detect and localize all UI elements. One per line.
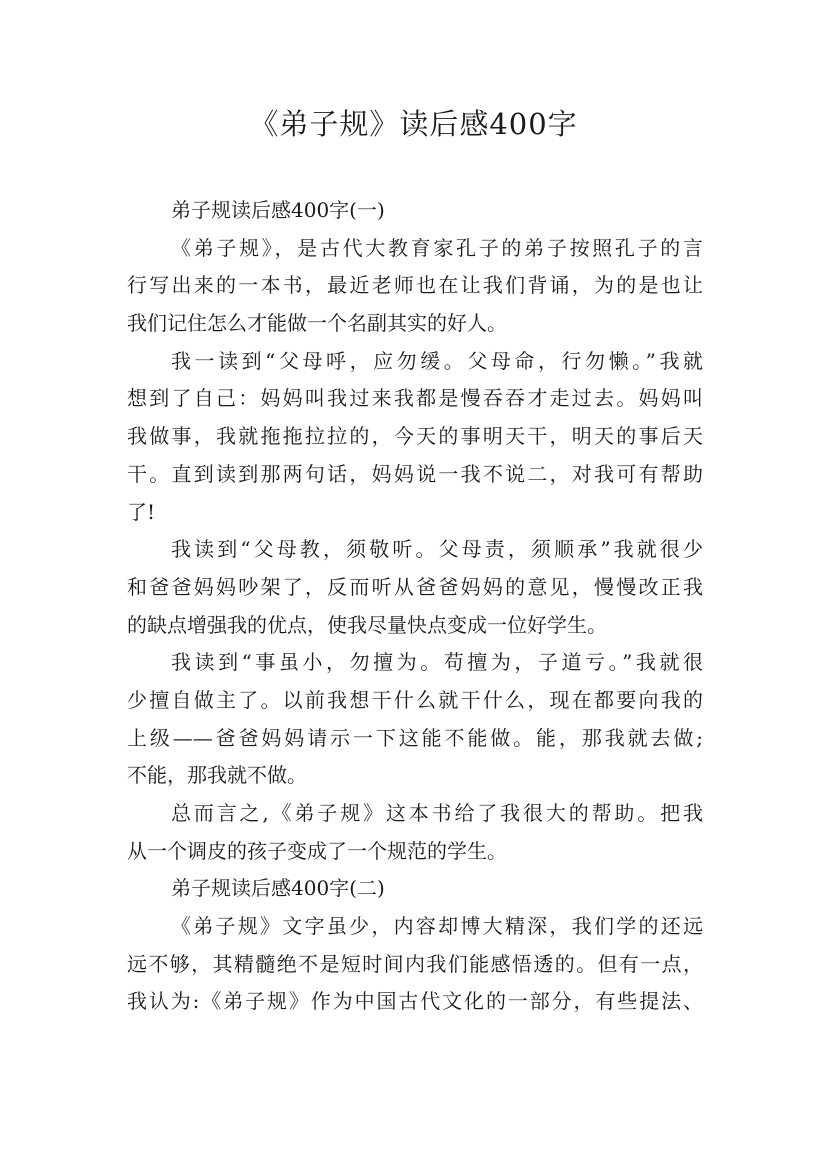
text-line: 我认为:《弟子规》作为中国古代文化的一部分，有些提法、 <box>127 989 703 1014</box>
text-line: 不能，那我就不做。 <box>127 763 307 788</box>
text-line: 少擅自做主了。以前我想干什么就干什么，现在都要向我的 <box>127 687 703 712</box>
text-line: 我做事，我就拖拖拉拉的，今天的事明天干，明天的事后天 <box>127 424 703 449</box>
text-line: 行写出来的一本书，最近老师也在让我们背诵，为的是也让 <box>127 273 703 298</box>
text-line: 《弟子规》文字虽少，内容却博大精深，我们学的还远 <box>171 914 703 939</box>
text-line: 了! <box>127 499 156 524</box>
text-line: 干。直到读到那两句话，妈妈说一我不说二，对我可有帮助 <box>127 461 703 486</box>
document-title: 《弟子规》读后感400字 <box>249 107 578 141</box>
text-line: 我一读到“父母呼，应勿缓。父母命，行勿懒。”我就 <box>171 348 703 373</box>
text-line: 远不够，其精髓绝不是短时间内我们能感悟透的。但有一点， <box>127 951 703 976</box>
section-heading: 弟子规读后感400字(二) <box>171 876 385 901</box>
text-line: 《弟子规》，是古代大教育家孔子的弟子按照孔子的言 <box>171 235 703 260</box>
text-line: 想到了自己：妈妈叫我过来我都是慢吞吞才走过去。妈妈叫 <box>127 386 703 411</box>
text-line: 和爸爸妈妈吵架了，反而听从爸爸妈妈的意见，慢慢改正我 <box>127 574 703 599</box>
text-line: 我读到“父母教，须敬听。父母责，须顺承”我就很少 <box>171 537 703 562</box>
text-line: 我读到“事虽小，勿擅为。苟擅为，子道亏。”我就很 <box>171 650 703 675</box>
section-heading: 弟子规读后感400字(一) <box>171 198 385 222</box>
text-line: 从一个调皮的孩子变成了一个规范的学生。 <box>127 838 507 863</box>
text-line: 总而言之,《弟子规》这本书给了我很大的帮助。把我 <box>171 801 703 825</box>
text-line: 上级——爸爸妈妈请示一下这能不能做。能，那我就去做; <box>127 725 703 750</box>
document-body <box>127 192 703 1021</box>
text-line: 的缺点增强我的优点，使我尽量快点变成一位好学生。 <box>127 612 607 637</box>
text-line: 我们记住怎么才能做一个名副其实的好人。 <box>127 311 507 336</box>
